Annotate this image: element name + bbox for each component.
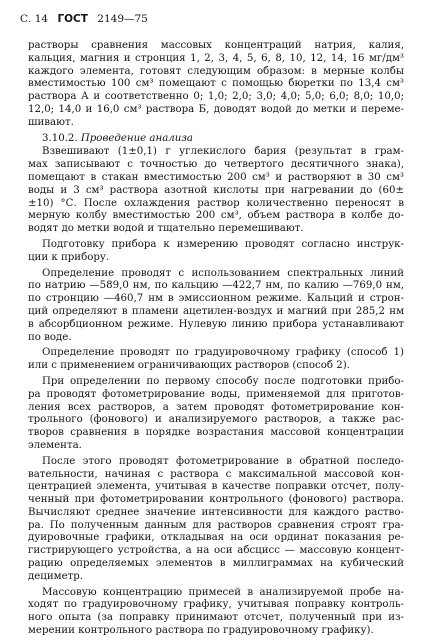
text-line: При определении по первому способу после подготовки прибо- xyxy=(42,375,404,387)
page-letter: С. xyxy=(20,13,32,25)
paragraph xyxy=(28,456,404,584)
text-line: элемента. xyxy=(28,439,82,451)
text-line: ченный при фотометрировании контрольного (фонового) раствора. xyxy=(28,494,404,506)
section-number: 3.10.2. xyxy=(42,132,78,144)
document-body xyxy=(28,40,404,641)
text-line: вместимостью 100 см³ помещают с помощью бюретки по 13,4 см³ xyxy=(28,78,404,90)
text-line: ций определяют в пламени ацетилен-воздух и магний при 285,2 нм xyxy=(28,305,404,317)
section-heading xyxy=(28,133,404,146)
text-line: После этого проводят фотометрирование в обратной последо- xyxy=(42,455,404,467)
text-line: ра проводят фотометрирование воды, применяемой для приготов- xyxy=(28,388,404,400)
text-line: ±10) °С. После охлаждения раствор количественно переносят в xyxy=(28,197,404,209)
text-line: трольного (фонового) и анализируемого растворов, а также рас- xyxy=(28,414,404,426)
text-line: гистрирующего устройства, а на оси абсцисс — массовую концент- xyxy=(28,545,404,557)
text-line: центрацией элемента, учитывая в качестве поправки отсчет, полу- xyxy=(28,481,404,493)
text-line: по воде. xyxy=(28,331,72,343)
text-line: ного опыта (за поправку принимают отсчет, полученный при из- xyxy=(28,612,404,624)
text-line: Массовую концентрацию примесей в анализируемой пробе на- xyxy=(42,586,404,598)
text-line: помещают в стакан вместимостью 200 см³ и растворяют в 30 см³ xyxy=(28,171,404,183)
text-line: по натрию —589,0 нм, по кальцию —422,7 нм, по калию —769,0 нм, xyxy=(28,280,404,292)
text-line: ции к прибору. xyxy=(28,251,110,263)
section-title: Проведение анализа xyxy=(80,132,193,144)
standard-label: ГОСТ xyxy=(57,13,88,25)
text-line: дециметр. xyxy=(28,570,83,582)
text-line: мерении контрольного раствора по градуировочному графику). xyxy=(28,625,374,637)
text-line: Взвешивают (1±0,1) г углекислого бария (результат в грам- xyxy=(42,146,404,158)
text-line: творов сравнения в порядке возрастания массовой концентрации xyxy=(28,427,404,439)
paragraph xyxy=(28,146,404,236)
text-line: шивают. xyxy=(28,116,74,128)
text-line: вательности, начиная с раствора с максимальной массовой кон- xyxy=(28,468,404,480)
text-line: дуировочные графики, откладывая на оси ординат показания ре- xyxy=(28,532,404,544)
paragraph xyxy=(28,40,404,130)
text-line: в абсорбционном режиме. Нулевую линию прибора устанавливают xyxy=(28,318,404,330)
text-line: ходят по градуировочному графику, учитывая поправку контроль- xyxy=(28,599,404,611)
text-line: Определение проводят с использованием спектральных линий xyxy=(42,267,404,279)
text-line: воды и 3 см³ раствора азотной кислоты при нагревании до (60± xyxy=(28,184,404,196)
text-line: кальция, магния и стронция 1, 2, 3, 4, 5, 6, 8, 10, 12, 14, 16 мг/дм³ xyxy=(28,52,404,64)
text-line: рацию определяемых элементов в миллиграммах на кубический xyxy=(28,558,404,570)
page-header xyxy=(20,13,148,25)
text-line: каждого элемента, готовят следующим образом: в мерные колбы xyxy=(28,65,404,77)
text-line: Подготовку прибора к измерению проводят согласно инструк- xyxy=(42,238,404,250)
text-line: раствора А и соответственно 0; 1,0; 2,0; 3,0; 4,0; 5,0; 6,0; 8,0; 10,0; xyxy=(28,91,404,103)
paragraph xyxy=(28,268,404,345)
paragraph xyxy=(28,587,404,638)
paragraph xyxy=(28,347,404,373)
text-line: Определение проводят по градуировочному графику (способ 1) xyxy=(42,347,404,359)
text-line: Вычисляют среднее значение интенсивности для каждого раство- xyxy=(28,506,404,518)
text-line: 12,0; 14,0 и 16,0 см³ раствора Б, доводят водой до метки и переме- xyxy=(28,103,404,115)
text-line: или с применением ограничивающих растворов (способ 2). xyxy=(28,360,350,372)
text-line: ления всех растворов, а затем проводят фотометрирование кон- xyxy=(28,401,404,413)
text-line: водят до метки водой и тщательно перемешивают. xyxy=(28,223,304,235)
text-line: растворы сравнения массовых концентраций натрия, калия, xyxy=(28,40,404,51)
standard-number: 2149—75 xyxy=(97,13,148,25)
page-number: 14 xyxy=(34,13,49,25)
text-line: по стронцию —460,7 нм в эмиссионном режиме. Кальций и строн- xyxy=(28,293,404,305)
paragraph xyxy=(28,376,404,453)
paragraph xyxy=(28,239,404,265)
text-line: мах записывают с точностью до четвертого десятичного знака), xyxy=(28,159,404,171)
text-line: ра. По полученным данным для растворов сравнения строят гра- xyxy=(28,519,404,531)
text-line: мерную колбу вместимостью 200 см³, объем раствора в колбе до- xyxy=(28,210,404,222)
